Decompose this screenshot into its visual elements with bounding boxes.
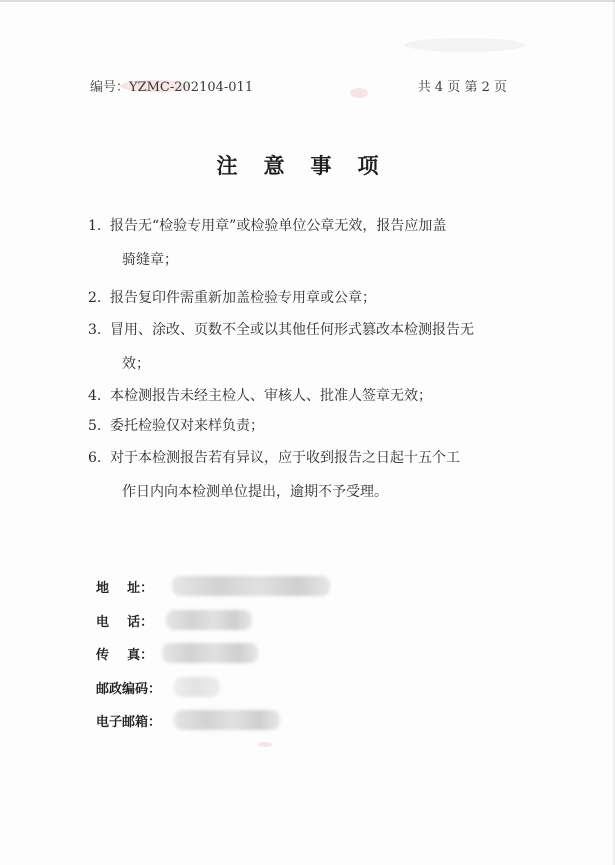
scan-top-edge (0, 0, 615, 2)
note-item-3 (88, 320, 528, 386)
redacted-address (172, 576, 330, 596)
note-text: 本检测报告未经主检人、审核人、批准人签章无效； (110, 388, 432, 404)
note-text-continued: 骑缝章； (122, 252, 178, 268)
postcode-label: 邮政编码： (96, 681, 162, 697)
report-number: 编号：YZMC-202104-011 (90, 80, 254, 95)
page-info: 共 4 页 第 2 页 (417, 80, 507, 95)
redacted-postcode (174, 677, 220, 697)
note-text-continued: 效； (122, 356, 150, 372)
fax-label: 传 真： (96, 648, 154, 663)
note-text: 冒用、涂改、页数不全或以其他任何形式篡改本检测报告无 (110, 322, 474, 338)
note-text-continued: 作日内向本检测单位提出，逾期不予受理。 (122, 484, 388, 500)
scan-smudge (405, 38, 525, 52)
note-text: 对于本检测报告若有异议，应于收到报告之日起十五个工 (110, 450, 460, 466)
email-label: 电子邮箱： (96, 715, 162, 730)
phone-label: 电 话： (96, 614, 154, 630)
document-header (90, 76, 507, 96)
notes-list (88, 216, 528, 508)
note-item-4 (88, 386, 528, 416)
note-text: 委托检验仅对来样负责； (110, 418, 264, 434)
note-item-5 (88, 416, 528, 448)
note-index: 5. (88, 418, 102, 434)
redacted-email (174, 710, 280, 730)
note-index: 2. (88, 290, 102, 306)
note-text: 报告复印件需重新加盖检验专用章或公章； (110, 290, 376, 306)
note-text: 报告无“检验专用章”或检验单位公章无效，报告应加盖 (110, 218, 447, 234)
note-index: 6. (88, 450, 102, 466)
note-item-1 (88, 216, 528, 288)
address-label: 地 址： (96, 581, 154, 596)
note-index: 3. (88, 322, 102, 338)
note-item-2 (88, 288, 528, 320)
page-title: 注意事项 (216, 153, 405, 178)
note-index: 4. (88, 388, 102, 404)
note-item-6 (88, 448, 528, 508)
stamp-stain (258, 742, 272, 747)
redacted-phone (166, 610, 252, 630)
note-index: 1. (88, 218, 102, 234)
redacted-fax (162, 643, 258, 663)
